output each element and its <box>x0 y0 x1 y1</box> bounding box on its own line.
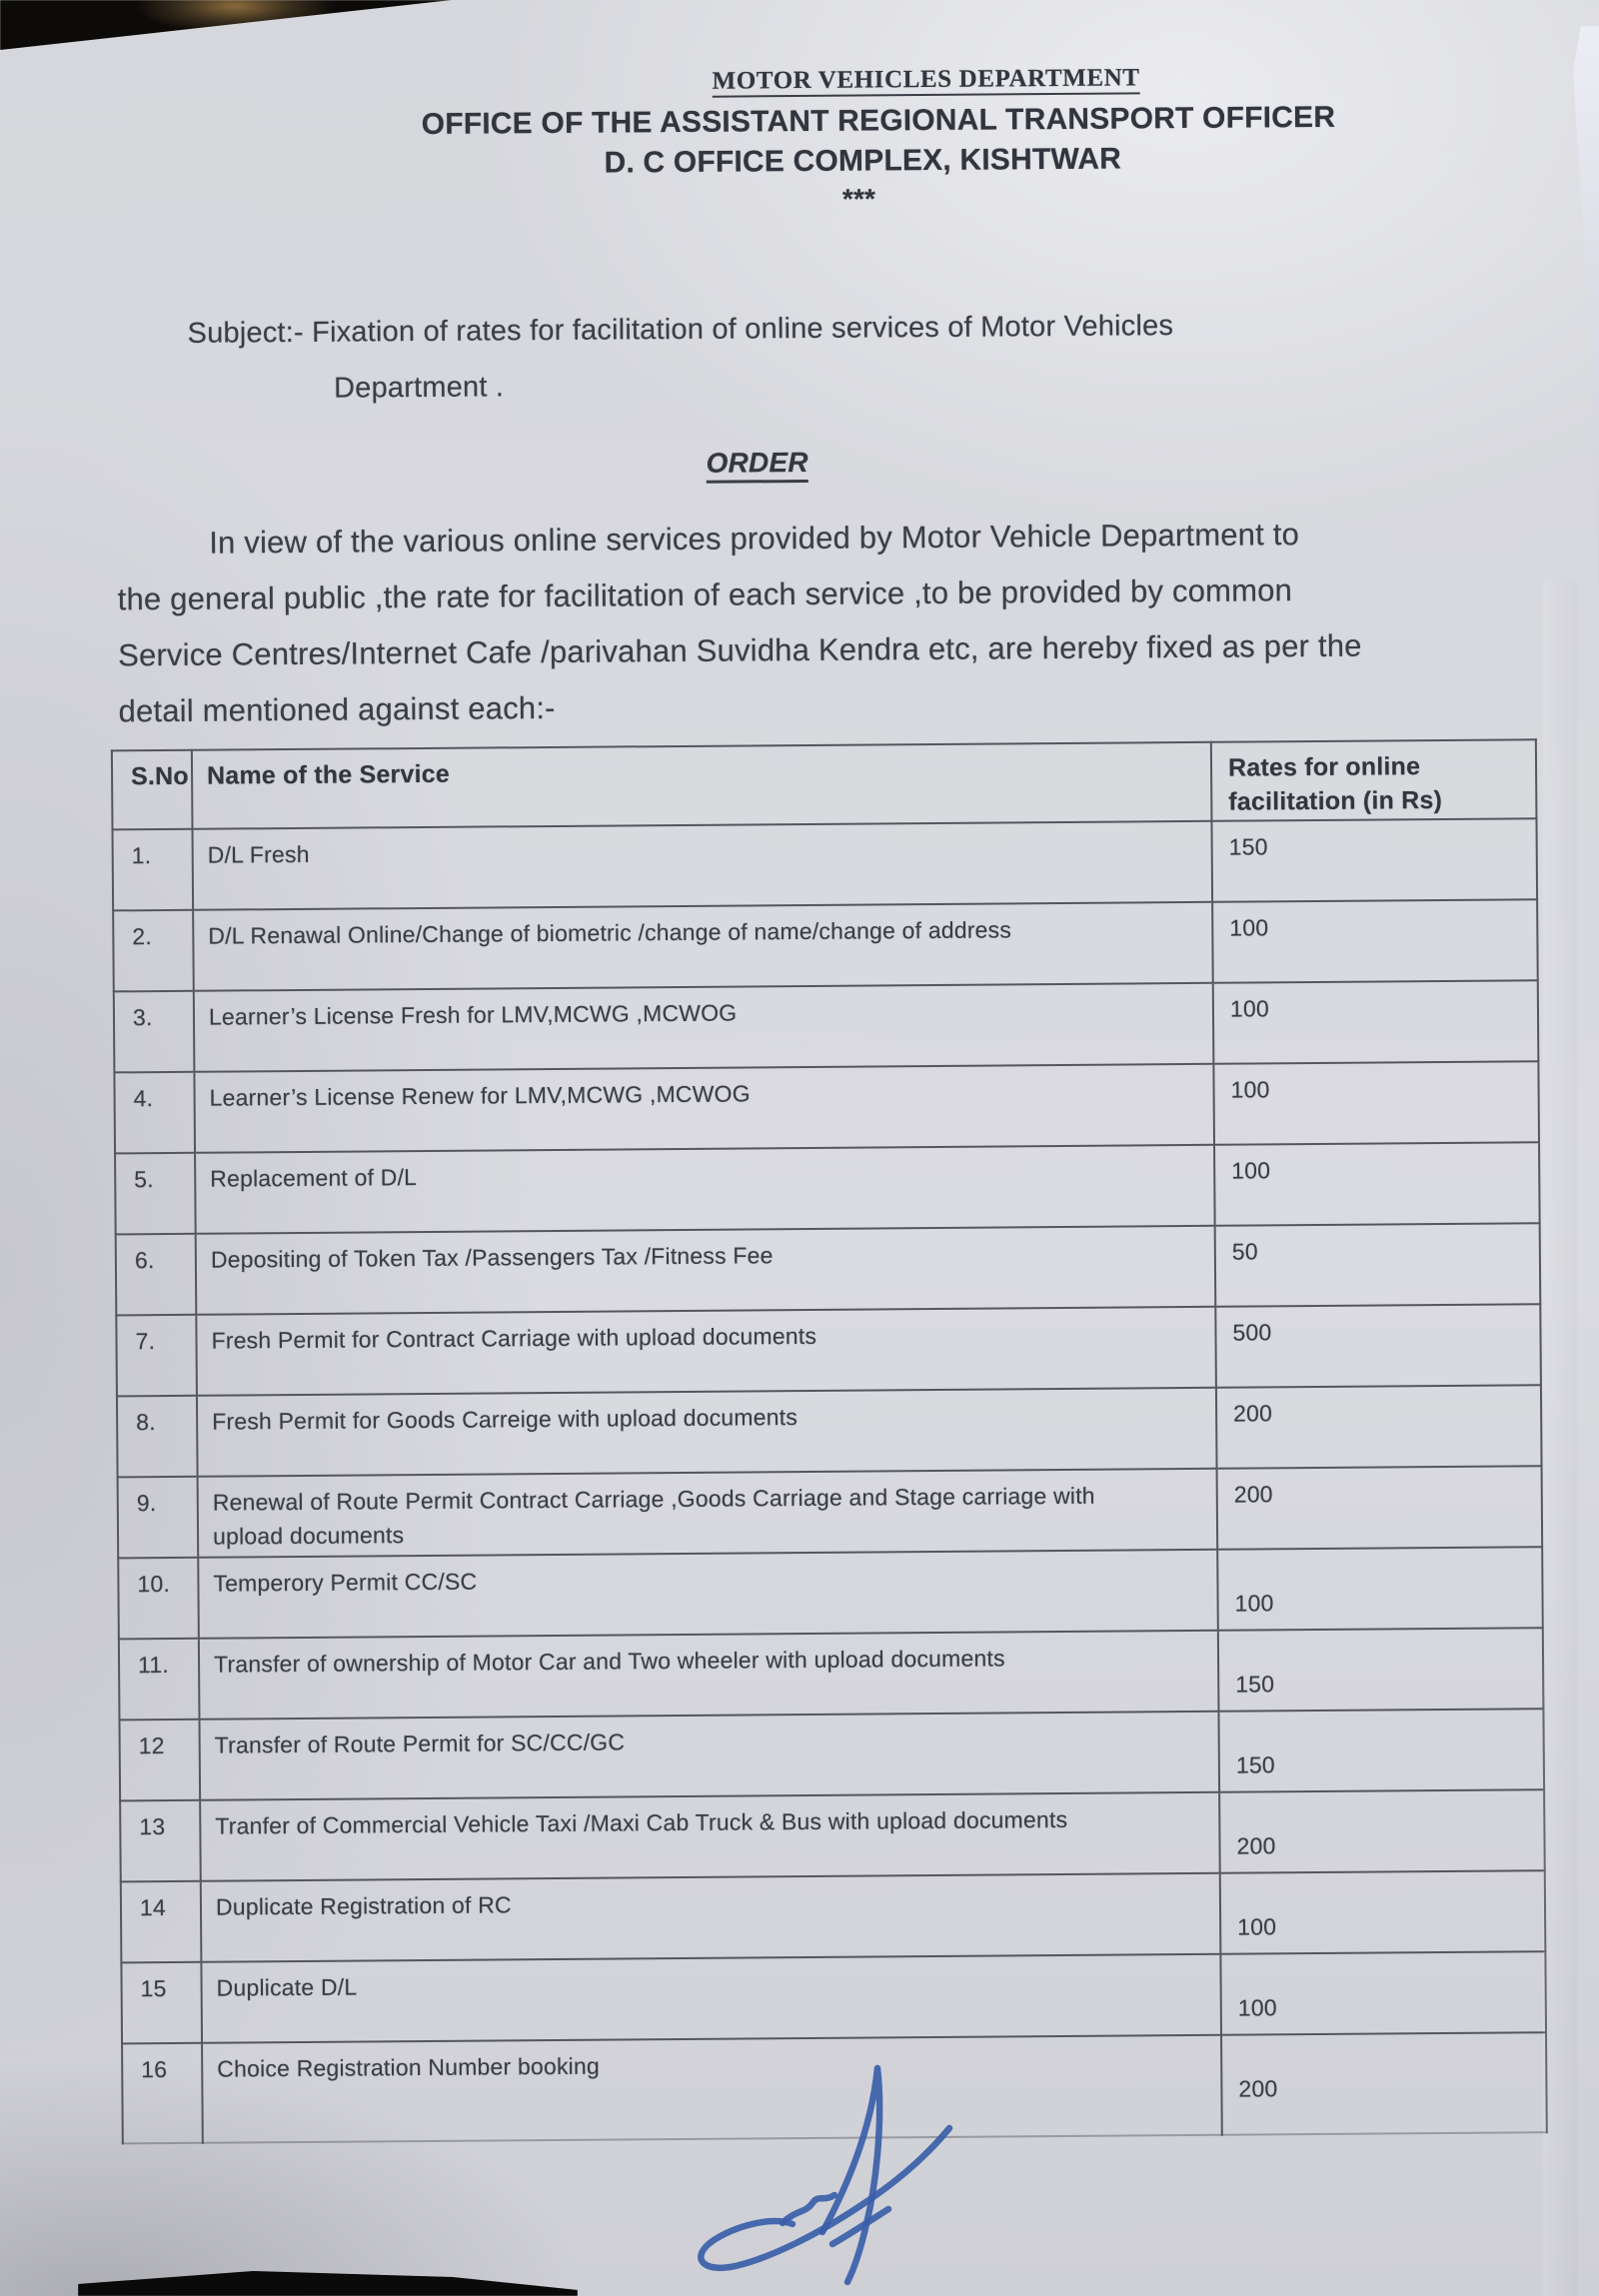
row-service-name: D/L Fresh <box>192 821 1212 910</box>
rates-table <box>111 738 1548 2144</box>
row-rate-value: 200 <box>1219 1789 1545 1873</box>
row-serial-number: 8. <box>117 1396 198 1478</box>
row-service-name: D/L Renawal Online/Change of biometric /change of name/change of address <box>193 902 1213 991</box>
row-rate-value: 100 <box>1213 980 1539 1064</box>
row-serial-number: 16 <box>122 2043 203 2144</box>
paper-crease <box>1543 579 1577 2296</box>
row-rate-value: 150 <box>1211 818 1537 902</box>
row-serial-number: 14 <box>121 1881 202 1963</box>
table-row <box>113 818 1538 910</box>
row-serial-number: 7. <box>116 1315 197 1397</box>
row-serial-number: 3. <box>114 991 195 1073</box>
table-row <box>116 1304 1541 1396</box>
service-table-body <box>113 818 1547 2143</box>
table-row <box>120 1789 1545 1881</box>
table-row <box>119 1709 1544 1800</box>
row-serial-number: 11. <box>119 1639 200 1721</box>
row-service-name: Temperory Permit CC/SC <box>198 1550 1218 1639</box>
header-sno: S.No <box>112 750 193 830</box>
row-serial-number: 13 <box>120 1800 201 1882</box>
row-service-name: Transfer of Route Permit for SC/CC/GC <box>199 1712 1219 1800</box>
table-row <box>117 1385 1542 1477</box>
table-row <box>115 1142 1540 1234</box>
row-rate-value: 200 <box>1221 2032 1547 2135</box>
row-rate-value: 50 <box>1215 1223 1541 1307</box>
paragraph-line: the general public ,the rate for facilitation of each service ,to be provided by common <box>117 573 1293 617</box>
table-row <box>121 1870 1546 1962</box>
row-service-name: Learner’s License Fresh for LMV,MCWG ,MCWOG <box>194 983 1214 1072</box>
row-service-name: Fresh Permit for Goods Carreige with upload documents <box>197 1388 1217 1477</box>
order-heading-text: ORDER <box>706 447 807 484</box>
table-row <box>113 899 1538 991</box>
row-rate-value: 150 <box>1218 1628 1544 1712</box>
table-row <box>118 1466 1543 1558</box>
row-serial-number: 6. <box>116 1234 197 1316</box>
separator-stars: *** <box>841 183 876 215</box>
row-serial-number: 15 <box>121 1962 202 2044</box>
row-serial-number: 12 <box>119 1720 200 1801</box>
paragraph-line: detail mentioned against each:- <box>118 689 556 729</box>
row-rate-value: 200 <box>1216 1385 1542 1469</box>
table-row <box>118 1547 1543 1639</box>
subject-block <box>187 295 1542 418</box>
table-row <box>119 1628 1544 1720</box>
table-row <box>116 1223 1541 1315</box>
row-service-name: Learner’s License Renew for LMV,MCWG ,MCWOG <box>194 1064 1214 1153</box>
row-service-name: Depositing of Token Tax /Passengers Tax /Fitness Fee <box>196 1226 1216 1315</box>
order-paragraph <box>117 505 1538 739</box>
row-service-name: Renewal of Route Permit Contract Carriage ,Goods Carriage and Stage carriage with upload documents <box>198 1469 1218 1558</box>
row-service-name: Duplicate D/L <box>201 1954 1221 2043</box>
row-rate-value: 500 <box>1215 1304 1541 1388</box>
row-serial-number: 4. <box>114 1072 195 1154</box>
row-rate-value: 100 <box>1214 1142 1540 1226</box>
order-heading <box>38 438 1477 489</box>
office-title: OFFICE OF THE ASSISTANT REGIONAL TRANSPORT OFFICER <box>421 100 1336 141</box>
row-service-name: Replacement of D/L <box>195 1145 1215 1234</box>
row-service-name: Fresh Permit for Contract Carriage with upload documents <box>196 1307 1216 1396</box>
table-row <box>114 980 1539 1072</box>
table-header-row <box>112 739 1537 829</box>
row-serial-number: 10. <box>118 1558 199 1640</box>
row-serial-number: 1. <box>113 829 194 911</box>
row-rate-value: 200 <box>1217 1466 1543 1550</box>
paragraph-line: Service Centres/Internet Cafe /parivahan Suvidha Kendra etc, are hereby fixed as per the <box>117 627 1362 673</box>
row-service-name: Transfer of ownership of Motor Car and Two wheeler with upload documents <box>199 1631 1219 1720</box>
row-rate-value: 100 <box>1220 1951 1546 2035</box>
row-service-name: Duplicate Registration of RC <box>201 1873 1221 1962</box>
office-address: D. C OFFICE COMPLEX, KISHTWAR <box>604 142 1122 180</box>
subject-line-2: Department . <box>333 371 505 405</box>
row-rate-value: 150 <box>1218 1709 1544 1792</box>
header-rate: Rates for online facilitation (in Rs) <box>1211 739 1537 821</box>
row-serial-number: 5. <box>115 1153 196 1235</box>
department-title <box>207 57 1599 102</box>
table-row <box>121 1951 1546 2043</box>
paragraph-line: In view of the various online services provided by Motor Vehicle Department to <box>209 517 1300 561</box>
row-serial-number: 2. <box>113 910 194 992</box>
subject-line-1: Subject:- Fixation of rates for facilitation of online services of Motor Vehicles <box>187 310 1174 350</box>
department-title-text: MOTOR VEHICLES DEPARTMENT <box>712 64 1139 97</box>
table-row <box>114 1061 1539 1153</box>
row-rate-value: 100 <box>1212 899 1538 983</box>
table-row <box>122 2032 1547 2143</box>
row-rate-value: 100 <box>1213 1061 1539 1145</box>
row-serial-number: 9. <box>118 1477 199 1559</box>
header-service-name: Name of the Service <box>192 742 1212 829</box>
row-rate-value: 100 <box>1220 1870 1546 1954</box>
row-service-name: Tranfer of Commercial Vehicle Taxi /Maxi Cab Truck & Bus with upload documents <box>200 1792 1220 1881</box>
row-service-name: Choice Registration Number booking <box>202 2035 1222 2143</box>
row-rate-value: 100 <box>1217 1547 1543 1631</box>
